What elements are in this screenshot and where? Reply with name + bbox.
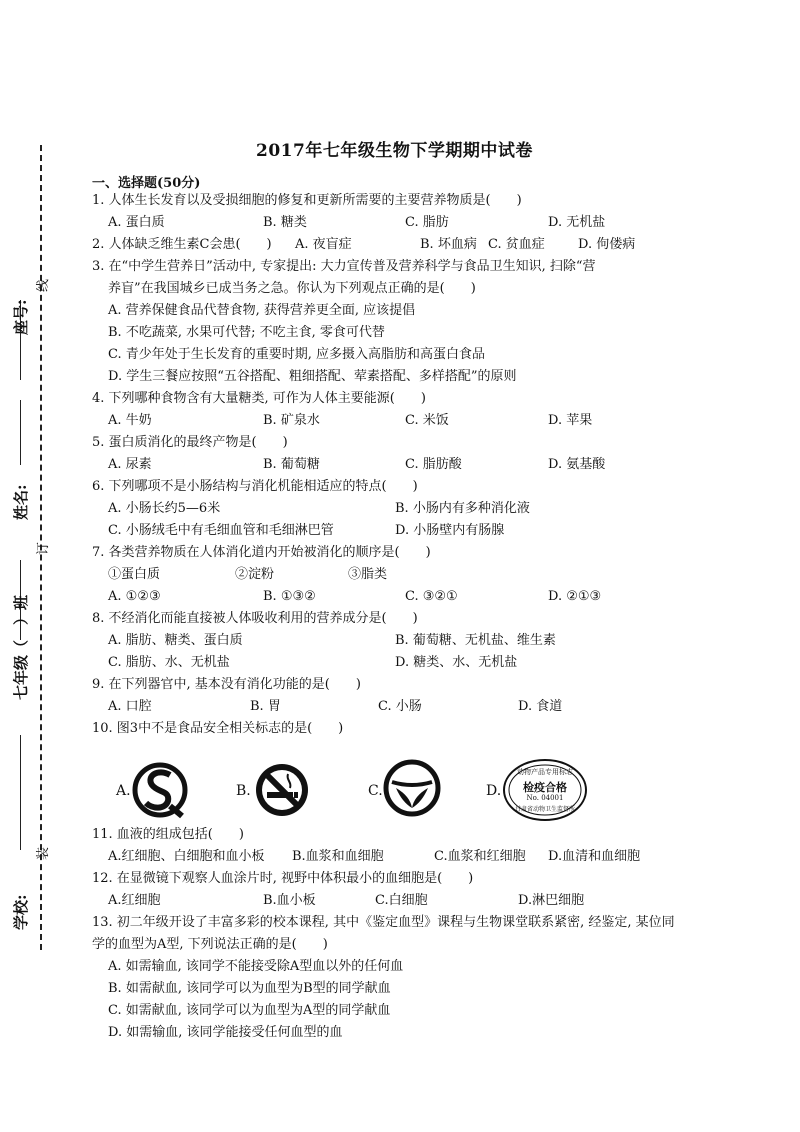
page-title: 2017年七年级生物下学期期中试卷 (256, 141, 533, 161)
seal-text-top: 动物产品专用标志 (517, 768, 573, 776)
question-9-stem: 9. 在下列器官中, 基本没有消化功能的是( ) (92, 677, 361, 692)
q9-option-a: A. 口腔 (108, 699, 152, 714)
q7-item-2: ②淀粉 (235, 567, 275, 582)
q9-option-d: D. 食道 (518, 699, 563, 714)
question-11-stem: 11. 血液的组成包括( ) (92, 827, 244, 842)
xian-mark: 线 (36, 278, 51, 292)
question-6-stem: 6. 下列哪项不是小肠结构与消化机能相适应的特点( ) (92, 479, 418, 494)
q7-item-1: ①蛋白质 (108, 567, 161, 582)
logo-d-label: D. (486, 783, 502, 799)
question-4-stem: 4. 下列哪种食物含有大量糖类, 可作为人体主要能源( ) (92, 391, 426, 406)
class-label: 七年级（ ）班 (12, 594, 30, 700)
q11-option-c: C.血浆和红细胞 (434, 849, 526, 864)
school-label: 学校: (12, 894, 30, 930)
q13-option-c: C. 如需献血, 该同学可以为血型为A型的同学献血 (108, 1003, 391, 1018)
q8-option-a: A. 脂肪、糖类、蛋白质 (108, 633, 243, 648)
q13-option-d: D. 如需输血, 该同学能接受任何血型的血 (108, 1025, 343, 1040)
question-3-stem-cont: 养盲”在我国城乡已成当务之急。你认为下列观点正确的是( ) (108, 281, 476, 296)
q1-option-a: A. 蛋白质 (108, 215, 165, 230)
q7-option-c: C. ③②① (405, 589, 458, 604)
logo-b-label: B. (236, 783, 251, 799)
seal-text-bottom: 甘肃省动物卫生监督所 (514, 806, 575, 813)
logo-c-label: C. (368, 783, 383, 799)
ding-mark: 订 (36, 541, 51, 555)
question-7-stem: 7. 各类营养物质在人体消化道内开始被消化的顺序是( ) (92, 545, 431, 560)
q7-option-b: B. ①③② (263, 589, 316, 604)
question-3-stem: 3. 在“中学生营养日”活动中, 专家提出: 大力宣传普及营养科学与食品卫生知识, 扫除“营 (92, 259, 596, 274)
name-blank-line (20, 400, 21, 465)
q12-option-c: C.白细胞 (375, 893, 428, 908)
question-10-stem: 10. 图3中不是食品安全相关标志的是( ) (92, 721, 344, 736)
q5-option-c: C. 脂肪酸 (405, 457, 462, 472)
question-8-stem: 8. 不经消化而能直接被人体吸收利用的营养成分是( ) (92, 611, 418, 626)
q2-option-d: D. 佝偻病 (578, 237, 636, 252)
logo-a-label: A. (116, 783, 131, 799)
q5-option-a: A. 尿素 (108, 457, 152, 472)
green-food-logo (382, 758, 442, 818)
question-1-stem: 1. 人体生长发育以及受损细胞的修复和更新所需要的主要营养物质是( ) (92, 193, 522, 208)
q12-option-d: D.淋巴细胞 (518, 893, 585, 908)
q11-option-d: D.血清和血细胞 (548, 849, 641, 864)
q11-option-b: B.血浆和血细胞 (292, 849, 384, 864)
q5-option-d: D. 氨基酸 (548, 457, 606, 472)
q3-option-a: A. 营养保健食品代替食物, 获得营养更全面, 应该提倡 (108, 303, 416, 318)
question-13-stem-cont: 学的血型为A型, 下列说法正确的是( ) (92, 937, 328, 952)
no-smoking-icon (252, 760, 312, 820)
q3-option-d: D. 学生三餐应按照“五谷搭配、粗细搭配、荤素搭配、多样搭配”的原则 (108, 369, 517, 384)
q6-option-d: D. 小肠壁内有肠腺 (395, 523, 505, 538)
q3-option-b: B. 不吃蔬菜, 水果可代替; 不吃主食, 零食可代替 (108, 325, 385, 340)
q7-option-a: A. ①②③ (108, 589, 161, 604)
q3-option-c: C. 青少年处于生长发育的重要时期, 应多摄入高脂肪和高蛋白食品 (108, 347, 486, 362)
section-heading: 一、选择题(50分) (92, 176, 201, 191)
seal-text-main: 检疫合格 (523, 781, 567, 794)
q8-option-c: C. 脂肪、水、无机盐 (108, 655, 230, 670)
q7-item-3: ③脂类 (348, 567, 388, 582)
seat-label: 座号: (12, 299, 30, 335)
quarantine-seal-logo (502, 758, 588, 822)
q6-option-b: B. 小肠内有多种消化液 (395, 501, 530, 516)
q9-option-b: B. 胃 (250, 699, 281, 714)
q1-option-d: D. 无机盐 (548, 215, 606, 230)
school-blank-line (20, 735, 21, 850)
q9-option-c: C. 小肠 (378, 699, 422, 714)
q8-option-b: B. 葡萄糖、无机盐、维生素 (395, 633, 556, 648)
zhuang-mark: 装 (36, 846, 51, 860)
q2-option-b: B. 坏血病 (420, 237, 477, 252)
seal-text-number: No. 04001 (526, 794, 564, 802)
q1-option-c: C. 脂肪 (405, 215, 449, 230)
q11-option-a: A.红细胞、白细胞和血小板 (108, 849, 265, 864)
question-12-stem: 12. 在显微镜下观察人血涂片时, 视野中体积最小的血细胞是( ) (92, 871, 474, 886)
q6-option-a: A. 小肠长约5—6米 (108, 501, 221, 516)
question-5-stem: 5. 蛋白质消化的最终产物是( ) (92, 435, 288, 450)
q13-option-a: A. 如需输血, 该同学不能接受除A型血以外的任何血 (108, 959, 404, 974)
q2-option-c: C. 贫血症 (488, 237, 545, 252)
q4-option-b: B. 矿泉水 (263, 413, 320, 428)
q6-option-c: C. 小肠绒毛中有毛细血管和毛细淋巴管 (108, 523, 334, 538)
q12-option-b: B.血小板 (263, 893, 316, 908)
q4-option-c: C. 米饭 (405, 413, 449, 428)
q5-option-b: B. 葡萄糖 (263, 457, 320, 472)
q4-option-d: D. 苹果 (548, 413, 593, 428)
q4-option-a: A. 牛奶 (108, 413, 152, 428)
question-2-stem: 2. 人体缺乏维生素C会患( ) (92, 237, 272, 252)
name-label: 姓名: (12, 484, 30, 520)
q7-option-d: D. ②①③ (548, 589, 602, 604)
q8-option-d: D. 糖类、水、无机盐 (395, 655, 518, 670)
question-13-stem: 13. 初二年级开设了丰富多彩的校本课程, 其中《鉴定血型》课程与生物课堂联系紧密, 经鉴定, 某位同 (92, 915, 675, 930)
qs-quality-logo (130, 760, 190, 820)
q1-option-b: B. 糖类 (263, 215, 307, 230)
q12-option-a: A.红细胞 (108, 893, 161, 908)
q13-option-b: B. 如需献血, 该同学可以为血型为B型的同学献血 (108, 981, 391, 996)
q2-option-a: A. 夜盲症 (295, 237, 352, 252)
